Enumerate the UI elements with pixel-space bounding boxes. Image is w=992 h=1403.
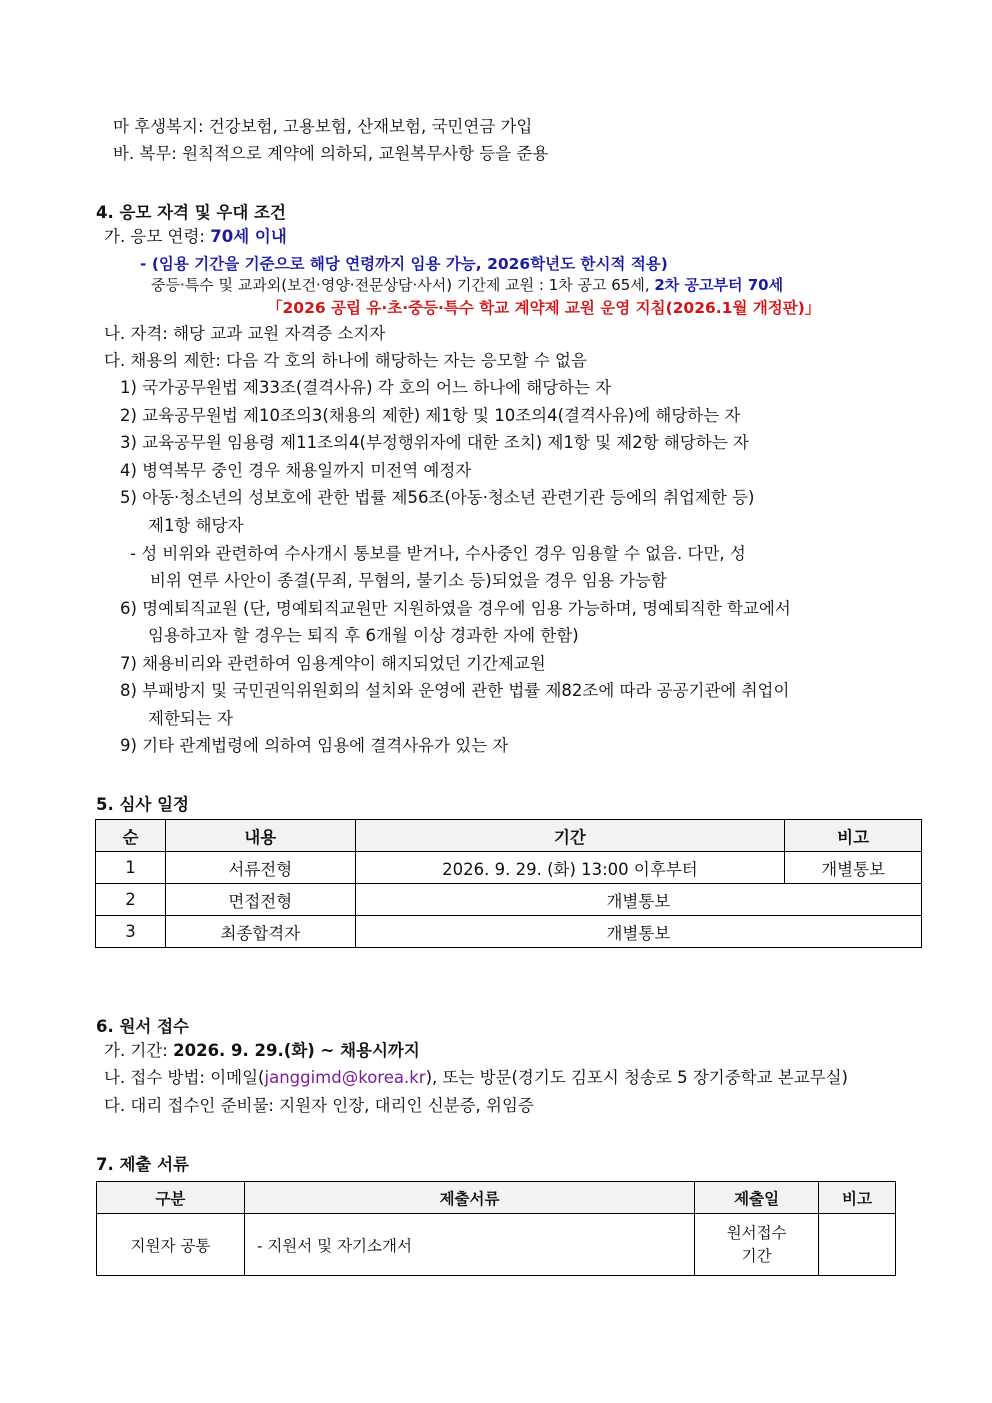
schedule-table: [95, 819, 922, 948]
restriction-item-cont: 임용하고자 할 경우는 퇴직 후 6개월 이상 경과한 자에 한함): [148, 626, 579, 645]
row-note: 개별통보: [785, 852, 922, 884]
age-note-2: [151, 274, 783, 296]
table-row: [96, 852, 922, 884]
age-note-1: - (임용 기간을 기준으로 해당 연령까지 임용 가능, 2026학년도 한시적 적용): [140, 255, 668, 273]
row-period: 개별통보: [355, 884, 921, 916]
proxy-line: 다. 대리 접수인 준비물: 지원자 인장, 대리인 신분증, 위임증: [104, 1096, 534, 1115]
row-no: 1: [96, 852, 166, 884]
restriction-item: 9) 기타 관계법령에 의하여 임용에 결격사유가 있는 자: [120, 736, 509, 755]
row-date: [695, 1214, 819, 1276]
qualification-line: 나. 자격: 해당 교과 교원 자격증 소지자: [104, 324, 386, 343]
header-note: 비고: [785, 820, 922, 852]
header-note: 비고: [819, 1182, 896, 1214]
row-no: 2: [96, 884, 166, 916]
row-no: 3: [96, 916, 166, 948]
section-4-title: 4. 응모 자격 및 우대 조건: [96, 203, 286, 222]
section-5-title: 5. 심사 일정: [96, 795, 189, 814]
application-period-label: 가. 기간:: [104, 1041, 174, 1060]
row-date-line-2: 기간: [741, 1246, 772, 1265]
restriction-item: 2) 교육공무원법 제10조의3(채용의 제한) 제1항 및 10조의4(결격사유)에 해당하는 자: [120, 406, 741, 425]
age-label: 가. 응모 연령:: [104, 227, 211, 246]
table-row: [96, 916, 922, 948]
table-row: [97, 1214, 896, 1276]
age-line: [104, 226, 287, 248]
restriction-item: 3) 교육공무원 임용령 제11조의4(부정행위자에 대한 조치) 제1항 및 제2항 해당하는 자: [120, 433, 749, 452]
application-period-line: [104, 1040, 420, 1062]
restriction-item: 4) 병역복무 중인 경우 채용일까지 미전역 예정자: [120, 461, 472, 480]
section-6-title: 6. 원서 접수: [96, 1017, 189, 1036]
restriction-item: 8) 부패방지 및 국민권익위원회의 설치와 운영에 관한 법률 제82조에 따라 공공기관에 취업이: [120, 681, 790, 700]
restriction-subitem: - 성 비위와 관련하여 수사개시 통보를 받거나, 수사중인 경우 임용할 수 없음. 다만, 성: [130, 544, 746, 563]
row-note: [819, 1214, 896, 1276]
row-period: 2026. 9. 29. (화) 13:00 이후부터: [355, 852, 784, 884]
documents-header-row: [97, 1182, 896, 1214]
header-period: 기간: [355, 820, 784, 852]
age-note-2-highlight: 2차 공고부터 70세: [654, 276, 784, 294]
age-note-3: 「2026 공립 유·초·중등·특수 학교 계약제 교원 운영 지침(2026.1월 개정판)」: [267, 299, 821, 317]
header-no: 순: [96, 820, 166, 852]
header-content: 내용: [165, 820, 355, 852]
row-period: 개별통보: [355, 916, 921, 948]
age-note-2-text: 중등·특수 및 교과외(보건·영양·전문상담·사서) 기간제 교원 : 1차 공고 65세,: [151, 276, 655, 294]
schedule-header-row: [96, 820, 922, 852]
documents-table: [96, 1181, 896, 1276]
table-row: [96, 884, 922, 916]
row-documents: - 지원서 및 자기소개서: [244, 1214, 694, 1276]
header-date: 제출일: [695, 1182, 819, 1214]
email-link[interactable]: janggimd@korea.kr: [264, 1068, 426, 1087]
restriction-item: 6) 명예퇴직교원 (단, 명예퇴직교원만 지원하였을 경우에 임용 가능하며, 명예퇴직한 학교에서: [120, 599, 791, 618]
duty-line: 바. 복무: 원칙적으로 계약에 의하되, 교원복무사항 등을 준용: [113, 144, 549, 163]
restriction-line: 다. 채용의 제한: 다음 각 호의 하나에 해당하는 자는 응모할 수 없음: [104, 351, 587, 370]
header-documents: 제출서류: [244, 1182, 694, 1214]
row-content: 면접전형: [165, 884, 355, 916]
restriction-item: 1) 국가공무원법 제33조(결격사유) 각 호의 어느 하나에 해당하는 자: [120, 378, 612, 397]
application-method-prefix: 나. 접수 방법: 이메일(: [104, 1068, 265, 1087]
welfare-line: 마 후생복지: 건강보험, 고용보험, 산재보험, 국민연금 가입: [113, 117, 533, 136]
restriction-item-cont: 제1항 해당자: [148, 516, 244, 535]
restriction-item: 5) 아동·청소년의 성보호에 관한 법률 제56조(아동·청소년 관련기관 등에의 취업제한 등): [120, 488, 755, 507]
section-7-title: 7. 제출 서류: [96, 1155, 189, 1174]
restriction-item-cont: 제한되는 자: [148, 709, 233, 728]
restriction-item: 7) 채용비리와 관련하여 임용계약이 해지되었던 기간제교원: [120, 654, 546, 673]
row-category: 지원자 공통: [97, 1214, 245, 1276]
application-method-line: [104, 1067, 848, 1089]
row-content: 서류전형: [165, 852, 355, 884]
row-date-line-1: 원서접수: [726, 1223, 787, 1242]
application-method-suffix: ), 또는 방문(경기도 김포시 청송로 5 장기중학교 본교무실): [425, 1068, 848, 1087]
age-value: 70세 이내: [210, 227, 287, 246]
row-content: 최종합격자: [165, 916, 355, 948]
application-period-value: 2026. 9. 29.(화) ~ 채용시까지: [173, 1041, 420, 1060]
restriction-subitem-cont: 비위 연루 사안이 종결(무죄, 무혐의, 불기소 등)되었을 경우 임용 가능함: [150, 571, 667, 590]
header-category: 구분: [97, 1182, 245, 1214]
